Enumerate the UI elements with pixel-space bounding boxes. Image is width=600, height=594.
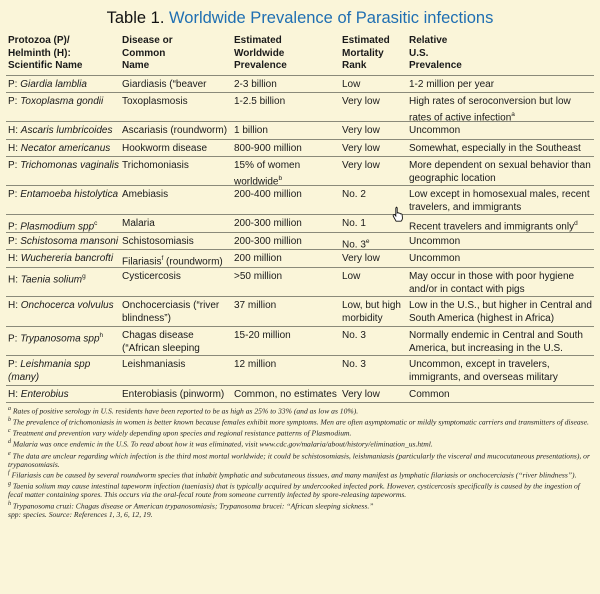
table-row — [6, 121, 594, 139]
organism-type: P: — [8, 189, 21, 200]
cell-worldwide-prevalence — [234, 236, 342, 249]
cell-scientific-name — [6, 271, 122, 296]
prevalence-value: 200-400 million — [234, 189, 302, 200]
cell-mortality-rank — [342, 300, 409, 326]
prevalence-value: 800-900 million — [234, 143, 302, 154]
cell-us-prevalence — [409, 160, 594, 185]
cell-worldwide-prevalence — [234, 96, 342, 121]
organism-type: H: — [8, 125, 21, 136]
disease-name: Enterobiasis (pinworm) — [122, 389, 225, 400]
scientific-name: Giardia lamblia — [20, 79, 87, 90]
table-row — [6, 92, 594, 121]
organism-type: P: — [8, 333, 21, 345]
organism-type: P: — [8, 236, 21, 247]
mortality-value: Very low — [342, 96, 380, 107]
footnote-marker: a — [511, 110, 515, 118]
cell-disease — [122, 359, 234, 385]
organism-type: H: — [8, 389, 21, 400]
us-prevalence-value: Uncommon — [409, 253, 461, 264]
prevalence-value: 15% of women worldwide — [234, 160, 301, 185]
cell-mortality-rank — [342, 271, 409, 296]
footnote-text: spp: species. Source: References 1, 3, 6, 12, 19. — [8, 510, 153, 520]
cell-mortality-rank — [342, 160, 409, 185]
header-scientific-name: Protozoa (P)/ Helminth (H): Scientific Name — [8, 35, 83, 71]
organism-type: P: — [8, 96, 21, 107]
prevalence-value: 37 million — [234, 300, 277, 311]
cell-worldwide-prevalence — [234, 253, 342, 267]
prevalence-value: Common, no estimates — [234, 389, 337, 400]
footnote-marker: h — [99, 332, 104, 339]
footnote-text: Rates of positive serology in U.S. residents have been reported to be as high as 25% to 33% (and as low as 10%). — [11, 406, 359, 416]
prevalence-value: 200-300 million — [234, 236, 302, 247]
cell-scientific-name — [6, 125, 122, 139]
cell-disease — [122, 271, 234, 296]
table-row — [6, 139, 594, 156]
us-prevalence-value: Uncommon — [409, 125, 461, 136]
cell-worldwide-prevalence — [234, 125, 342, 139]
table-row — [6, 185, 594, 214]
footnote — [8, 511, 592, 520]
cell-disease — [122, 79, 234, 92]
cell-us-prevalence — [409, 125, 594, 139]
footnote-marker: c — [94, 220, 98, 227]
footnote-marker: g — [82, 273, 86, 280]
cell-us-prevalence — [409, 96, 594, 121]
disease-name: Filariasis — [122, 256, 162, 267]
cell-mortality-rank — [342, 125, 409, 139]
mortality-value: Very low — [342, 160, 380, 171]
us-prevalence-value: May occur in those with poor hygiene and/or in contact with pigs — [409, 271, 575, 295]
cell-worldwide-prevalence — [234, 160, 342, 185]
organism-type: H: — [8, 143, 21, 154]
cell-worldwide-prevalence — [234, 143, 342, 156]
cell-us-prevalence — [409, 389, 594, 402]
us-prevalence-value: 1-2 million per year — [409, 79, 495, 90]
footnote — [8, 469, 592, 480]
table-row — [6, 296, 594, 326]
disease-name: Onchocerciasis (“river blindness”) — [122, 300, 220, 324]
footnote — [8, 480, 592, 500]
footnote-letter: d — [8, 439, 11, 446]
scientific-name: Ascaris lumbricoides — [20, 125, 113, 136]
table-row — [6, 249, 594, 267]
footnote — [8, 450, 592, 470]
cell-mortality-rank — [342, 389, 409, 402]
cell-us-prevalence — [409, 300, 594, 326]
header-disease: Disease or Common Name — [122, 35, 173, 71]
cell-worldwide-prevalence — [234, 300, 342, 326]
cell-scientific-name — [6, 96, 122, 121]
cell-worldwide-prevalence — [234, 330, 342, 355]
cell-us-prevalence — [409, 359, 594, 385]
prevalence-value: 200 million — [234, 253, 282, 264]
hand-pointer-icon — [391, 206, 405, 222]
footnote-text: Filariasis can be caused by several roundworm species that inhabit lymphatic and subcutaneous tissues, and many manifest as lymphatic filariasis or onchocerciasis (“river blindness”). — [9, 470, 577, 480]
footnote-text: The prevalence of trichomoniasis in women is better known because females exhibit more symptoms. Men are often asymptomatic or mildly symptomatic carriers and transmitters of disease. — [11, 417, 589, 427]
footnote-text: Malaria was once endemic in the U.S. To read about how it was eliminated, visit www.cdc.gov/malaria/about/history/elimination_us.html. — [11, 439, 433, 449]
us-prevalence-value: Common — [409, 389, 450, 400]
prevalence-value: 200-300 million — [234, 218, 302, 229]
header-worldwide-prevalence: Estimated Worldwide Prevalence — [234, 35, 287, 71]
table-row — [6, 267, 594, 296]
footnote-text: Taenia solium may cause intestinal tapeworm infection (taeniasis) that is typically acquired by undercooked infected pork. However, cysticercosis specifically is caused by the ingestion of fecal matter containing spores. This occurs via the oral-fecal route from someone currently infected by spore-releasing tapeworms. — [8, 481, 580, 500]
mortality-value: Very low — [342, 125, 380, 136]
cell-disease — [122, 389, 234, 402]
scientific-name: Necator americanus — [20, 143, 111, 154]
footnote-letter: f — [8, 470, 10, 477]
disease-name: Ascariasis (roundworm) — [122, 125, 228, 136]
mortality-value: No. 1 — [342, 218, 366, 229]
cell-us-prevalence — [409, 189, 594, 214]
cell-mortality-rank — [342, 96, 409, 121]
prevalence-value: >50 million — [234, 271, 283, 282]
scientific-name: Enterobius — [20, 389, 69, 400]
organism-type: H: — [8, 300, 21, 311]
disease-name: Schistosomiasis — [122, 236, 194, 247]
organism-type: P: — [8, 79, 21, 90]
prevalence-value: 12 million — [234, 359, 277, 370]
scientific-name: Taenia solium — [20, 274, 83, 286]
cell-us-prevalence — [409, 271, 594, 296]
mortality-value: Low — [342, 271, 361, 282]
cell-disease — [122, 253, 234, 267]
cell-scientific-name — [6, 160, 122, 185]
disease-name: Hookworm disease — [122, 143, 208, 154]
us-prevalence-value: Normally endemic in Central and South America, but increasing in the U.S. — [409, 330, 583, 354]
footnote-letter: c — [8, 428, 11, 435]
cell-scientific-name — [6, 79, 122, 92]
header-us-prevalence: Relative U.S. Prevalence — [409, 35, 462, 71]
cell-worldwide-prevalence — [234, 79, 342, 92]
cell-us-prevalence — [409, 143, 594, 156]
cell-scientific-name — [6, 359, 122, 385]
disease-name: Toxoplasmosis — [122, 96, 188, 107]
table-row — [6, 75, 594, 92]
scientific-name: Plasmodium spp — [20, 221, 95, 232]
disease-name: Trichomoniasis — [122, 160, 189, 171]
disease-name: Chagas disease (“African sleeping — [122, 330, 200, 354]
disease-name: Malaria — [122, 218, 155, 229]
cell-scientific-name — [6, 143, 122, 156]
cell-disease — [122, 300, 234, 326]
cell-worldwide-prevalence — [234, 389, 342, 402]
table-title — [6, 0, 594, 32]
organism-type: P: — [8, 160, 21, 171]
mortality-value: No. 3 — [342, 359, 366, 370]
footnote-letter: g — [8, 481, 11, 488]
cell-mortality-rank — [342, 79, 409, 92]
cell-disease — [122, 189, 234, 214]
table-row — [6, 355, 594, 385]
table-header — [6, 32, 594, 75]
footnote-text: Trypanosoma cruzi: Chagas disease or American trypanosomiasis; Trypanosoma brucei: “African sleeping sickness.” — [11, 501, 374, 511]
cell-scientific-name — [6, 218, 122, 232]
cell-us-prevalence — [409, 253, 594, 267]
footnote-letter: a — [8, 406, 11, 412]
cell-us-prevalence — [409, 218, 594, 232]
prevalence-value: 15-20 million — [234, 330, 291, 341]
footnote — [8, 427, 592, 438]
disease-name: Giardiasis (“beaver — [122, 79, 207, 90]
footnote-marker: b — [278, 174, 283, 182]
mortality-value: No. 3 — [342, 330, 366, 341]
cell-mortality-rank — [342, 330, 409, 355]
mortality-value: No. 3 — [342, 239, 366, 249]
footnote — [8, 416, 592, 427]
mortality-value: Very low — [342, 253, 380, 264]
cell-disease — [122, 143, 234, 156]
cell-disease — [122, 160, 234, 185]
disease-suffix: (roundworm) — [163, 256, 223, 267]
footnote-text: The data are unclear regarding which infection is the third most mortal worldwide; it could be schistosomiasis, leishmaniasis (particularly the visceral and mucocutaneous presentations), or trypanosomiasis. — [8, 451, 590, 469]
cell-disease — [122, 96, 234, 121]
mortality-value: Very low — [342, 389, 380, 400]
scientific-name: Toxoplasma gondii — [20, 96, 104, 107]
cell-worldwide-prevalence — [234, 218, 342, 232]
organism-type: H: — [8, 253, 21, 264]
footnote — [8, 405, 592, 416]
cell-worldwide-prevalence — [234, 359, 342, 385]
us-prevalence-value: Low except in homosexual males, recent travelers, and immigrants — [409, 189, 590, 213]
scientific-name: Trypanosoma spp — [20, 333, 100, 345]
cell-disease — [122, 236, 234, 249]
table-row — [6, 214, 594, 232]
scientific-name: Leishmania spp (many) — [8, 359, 91, 383]
mortality-value: No. 2 — [342, 189, 366, 200]
organism-type: H: — [8, 274, 21, 286]
us-prevalence-value: Uncommon, except in travelers, immigrants, and overseas military — [409, 359, 558, 383]
mortality-value: Very low — [342, 143, 380, 154]
footnote-marker: e — [365, 238, 370, 245]
disease-name: Cysticercosis — [122, 271, 181, 282]
scientific-name: Onchocerca volvulus — [20, 300, 114, 311]
us-prevalence-value: High rates of seroconversion but low rates of active infection — [409, 96, 571, 121]
cell-us-prevalence — [409, 79, 594, 92]
cell-disease — [122, 218, 234, 232]
mortality-value: Low, but high morbidity — [342, 300, 401, 324]
title-prefix: Table 1. — [106, 9, 169, 27]
cell-scientific-name — [6, 236, 122, 249]
scientific-name: Wuchereria bancrofti — [20, 253, 114, 264]
cell-scientific-name — [6, 300, 122, 326]
cell-mortality-rank — [342, 359, 409, 385]
us-prevalence-value: Uncommon — [409, 236, 461, 247]
prevalence-value: 2-3 billion — [234, 79, 277, 90]
table-row — [6, 326, 594, 355]
cell-scientific-name — [6, 189, 122, 214]
cell-scientific-name — [6, 330, 122, 355]
header-mortality-rank: Estimated Mortality Rank — [342, 35, 390, 71]
table-row — [6, 156, 594, 185]
footnote-letter: b — [8, 417, 11, 424]
cell-scientific-name — [6, 389, 122, 402]
us-prevalence-value: Recent travelers and immigrants only — [409, 221, 575, 232]
organism-type: P: — [8, 359, 21, 370]
cell-worldwide-prevalence — [234, 271, 342, 296]
prevalence-value: 1 billion — [234, 125, 268, 136]
cell-disease — [122, 125, 234, 139]
title-main: Worldwide Prevalence of Parasitic infections — [169, 9, 494, 27]
cell-us-prevalence — [409, 330, 594, 355]
scientific-name: Schistosoma mansoni — [20, 236, 119, 247]
cell-mortality-rank — [342, 253, 409, 267]
cell-mortality-rank — [342, 236, 409, 249]
organism-type: P: — [8, 221, 21, 232]
scientific-name: Entamoeba histolytica — [20, 189, 119, 200]
scientific-name: Trichomonas vaginalis — [20, 160, 119, 171]
disease-name: Amebiasis — [122, 189, 169, 200]
prevalence-value: 1-2.5 billion — [234, 96, 286, 107]
table-body — [6, 75, 594, 402]
footnote — [8, 438, 592, 449]
table-row — [6, 385, 594, 402]
cell-worldwide-prevalence — [234, 189, 342, 214]
us-prevalence-value: More dependent on sexual behavior than geographic location — [409, 160, 591, 184]
footnote-marker: f — [161, 255, 164, 262]
us-prevalence-value: Somewhat, especially in the Southeast — [409, 143, 581, 154]
footnote-letter: h — [8, 501, 11, 508]
footnote-letter: e — [8, 450, 11, 457]
footnote-marker: d — [574, 220, 578, 227]
cell-mortality-rank — [342, 143, 409, 156]
table-row — [6, 232, 594, 249]
cell-disease — [122, 330, 234, 355]
footnotes — [6, 402, 594, 520]
cell-scientific-name — [6, 253, 122, 267]
disease-name: Leishmaniasis — [122, 359, 186, 370]
cell-us-prevalence — [409, 236, 594, 249]
mortality-value: Low — [342, 79, 361, 90]
footnote-text: Treatment and prevention vary widely depending upon species and regional resistance patterns of Plasmodium. — [10, 428, 352, 438]
us-prevalence-value: Low in the U.S., but higher in Central and South America (highest in Africa) — [409, 300, 592, 324]
